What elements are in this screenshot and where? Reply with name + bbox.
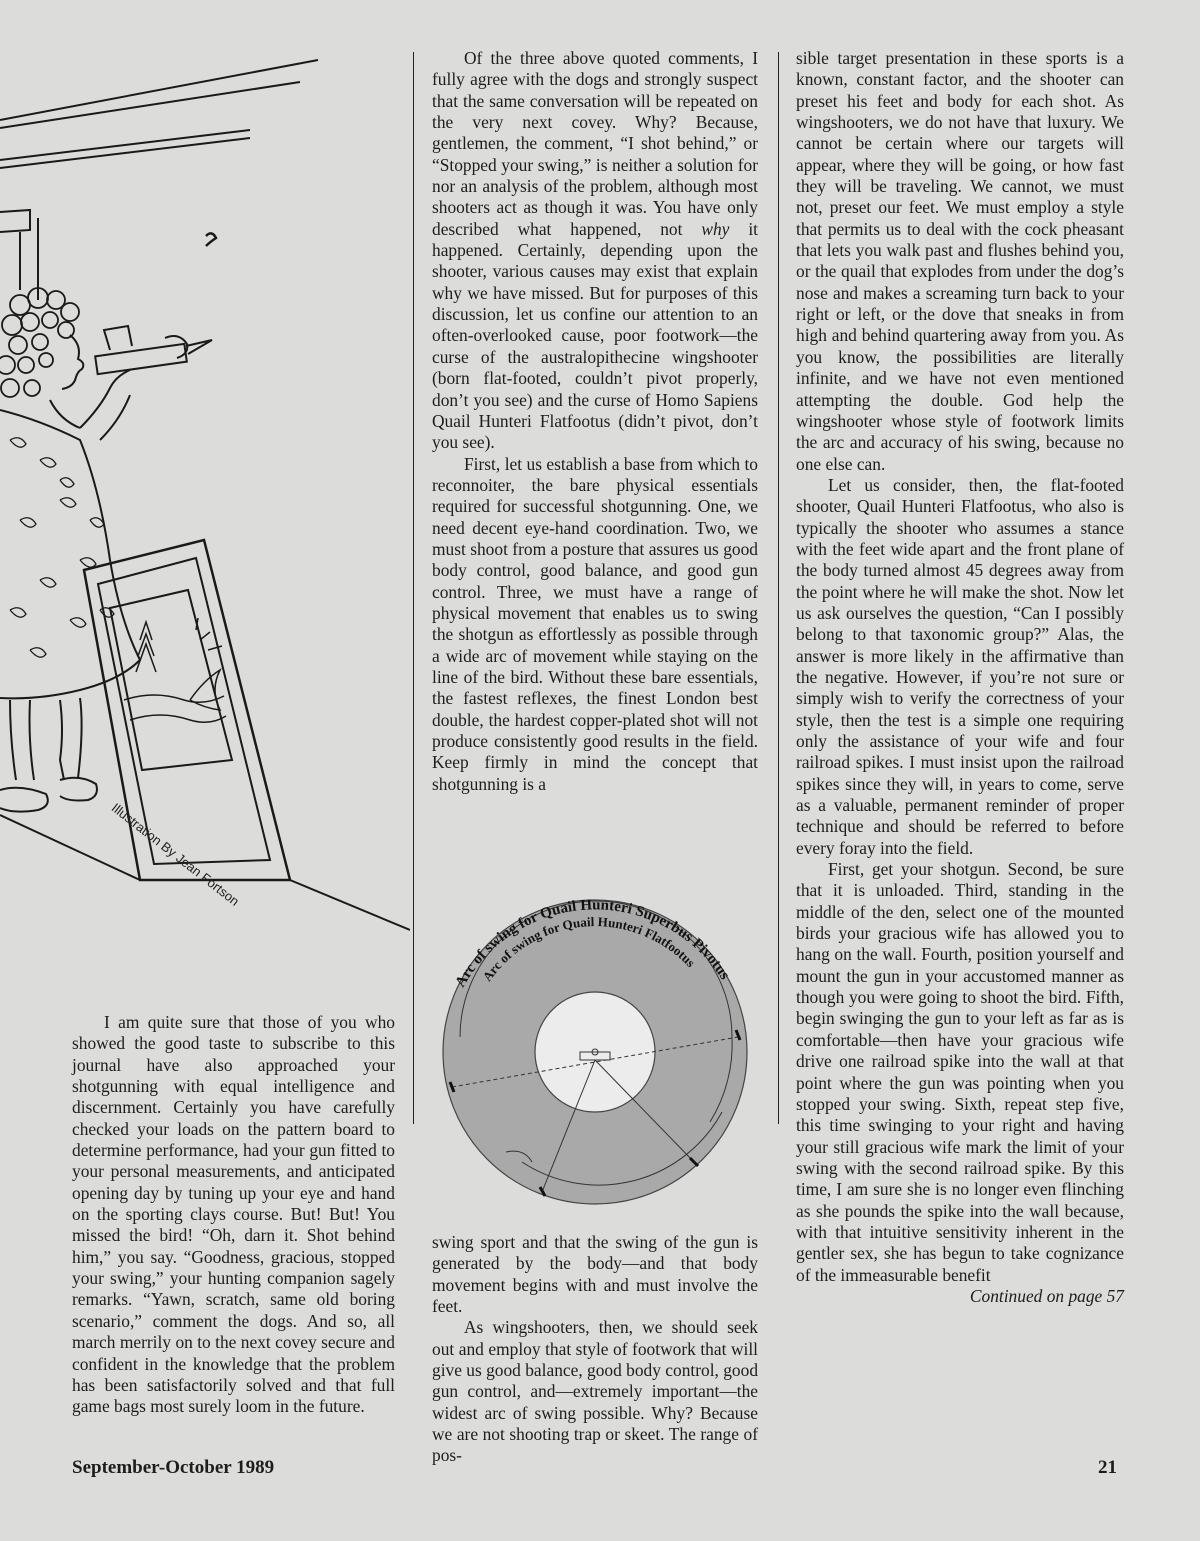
paragraph-text: Of the three above quoted comments, I fully agree with the dogs and strongly suspect that the same conversation will be repeated on the very next covey. Why? Because, gentlemen, the comment, “I shot behind,” or “Stopped your swing,” is neither a solution for nor an analysis of the problem, although most shooters act as though it was. You have only described what happened, not	[432, 48, 758, 239]
column-2-top	[432, 48, 758, 795]
paragraph: I am quite sure that those of you who showed the good taste to subscribe to this journal have also approached your shotgunning with equal intelligence and discernment. Certainly you have carefully checked your loads on the pattern board to determine performance, had your gun fitted to your personal measurements, and anticipated opening day by tuning up your eye and hand on the sporting clays course. But! But! You missed the bird! “Oh, darn it. Shot behind him,” you say. “Goodness, gracious, stopped your swing,” your hunting companion sagely remarks. “Yawn, scratch, same old boring scenario,” comment the dogs. And so, all march merrily on to the next covey secure and confident in the knowledge that the problem has been satisfactorily solved and that full game bags most surely loom in the future.	[72, 1012, 395, 1417]
issue-date: September-October 1989	[72, 1457, 275, 1478]
page-number: 21	[1098, 1457, 1117, 1478]
illustration-credit: Illustration By Jean Fortson	[108, 800, 243, 909]
outer-arc-label: Arc of swing for Quail Hunteri Superbus Pivotus	[452, 897, 733, 991]
paragraph: As wingshooters, then, we should seek out and employ that style of footwork that will give us good balance, good body control, good gun control, and—extremely important—the widest arc of swing possible. Why? Because we are not shooting trap or skeet. The range of pos-	[432, 1317, 759, 1466]
paragraph: First, get your shotgun. Second, be sure that it is unloaded. Third, standing in the middle of the den, select one of the mounted birds your gracious wife has allowed you to hang on the wall. Fourth, position yourself and mount the gun in your accustomed manner as though you were going to shoot the bird. Fifth, begin swinging the gun to your left as far as is comfortable—then have your gracious wife drive one railroad spike into the wall at that point where the gun was pointing when you stopped your swing. Sixth, repeat step five, this time swinging to your right and having your still gracious wife mark the limit of your swing with the second railroad spike. By this time, I am sure she is no longer even flinching as she pounds the spike into the wall because, with that intuitive sensitivity inherent in the gentler sex, she has begun to take cognizance of the immeasurable benefit	[796, 859, 1124, 1285]
paragraph: swing sport and that the swing of the gun is generated by the body—and that body movement begins with and must involve the feet.	[432, 1232, 758, 1317]
column-3	[796, 48, 1124, 1307]
column-rule-left	[413, 52, 414, 1124]
illustration-woman-hanging-picture	[0, 0, 410, 1000]
paragraph: Let us consider, then, the flat-footed shooter, Quail Hunteri Flatfootus, who also is typically the shooter who assumes a stance with the feet wide apart and the front plane of the body turned almost 45 degrees away from the point where he will make the shot. Now let us ask ourselves the question, “Can I possibly belong to that taxonomic group?” Alas, the answer is more likely in the affirmative than the negative. However, if you’re not sure or simply wish to verify the correctness of your style, then the test is a simple one requiring only the assistance of your wife and four railroad spikes. I must insist upon the railroad spikes since they will, in years to come, serve as a valuable, permanent reminder of proper technique and should be referred to before every foray into the field.	[796, 474, 1124, 858]
emphasis: why	[701, 218, 730, 239]
paragraph: sible target presentation in these sports is a known, constant factor, and the shooter can preset his feet and body for each shot. As wingshooters, we do not have that luxury. We cannot be certain where our targets will appear, where they will be going, or how fast they will be traveling. We cannot, we must not, preset our feet. We must employ a style that permits us to deal with the cock pheasant that lets you walk past and flushes behind you, or the quail that explodes from under the dog’s nose and makes a screaming turn back to your right or left, or the dove that sneaks in from high and behind quartering away from you. As you know, the possibilities are literally infinite, and we have not even mentioned attempting the double. God help the wingshooter whose style of footwork limits the arc and accuracy of his swing, because no one else can.	[796, 48, 1124, 474]
continued-note: Continued on page 57	[969, 1285, 1124, 1306]
paragraph	[432, 48, 758, 454]
paragraph: First, let us establish a base from which to reconnoiter, the bare physical essentials required for successful shotgunning. One, we need decent eye-hand coordination. Two, we must shoot from a posture that assures us good body control, good balance, and good gun control. Three, we must have a range of physical movement that enables us to swing the shotgun as effortlessly as possible through a wide arc of movement while staying on the line of the bird. Without these bare essentials, the fastest reflexes, the finest London best double, the hardest copper-plated shot will not produce consistently good results in the field. Keep firmly in mind the concept that shotgunning is a	[432, 453, 758, 794]
arc-of-swing-diagram	[432, 862, 758, 1222]
inner-arc-label: Arc of swing for Quail Hunteri Flatfootus	[479, 914, 699, 984]
column-2-bottom	[432, 1232, 758, 1467]
paragraph-text: it happened. Certainly, depending upon the shooter, various causes may exist that explain why we have missed. But for purposes of this discussion, let us confine our attention to an often-overlooked cause, poor footwork—the curse of the australopithecine wingshooter (born flat-footed, couldn’t pivot properly, don’t you see) and the curse of Homo Sapiens Quail Hunteri Flatfootus (didn’t pivot, don’t you see).	[432, 218, 759, 453]
column-1	[72, 1012, 395, 1418]
column-rule-right	[778, 52, 779, 1124]
